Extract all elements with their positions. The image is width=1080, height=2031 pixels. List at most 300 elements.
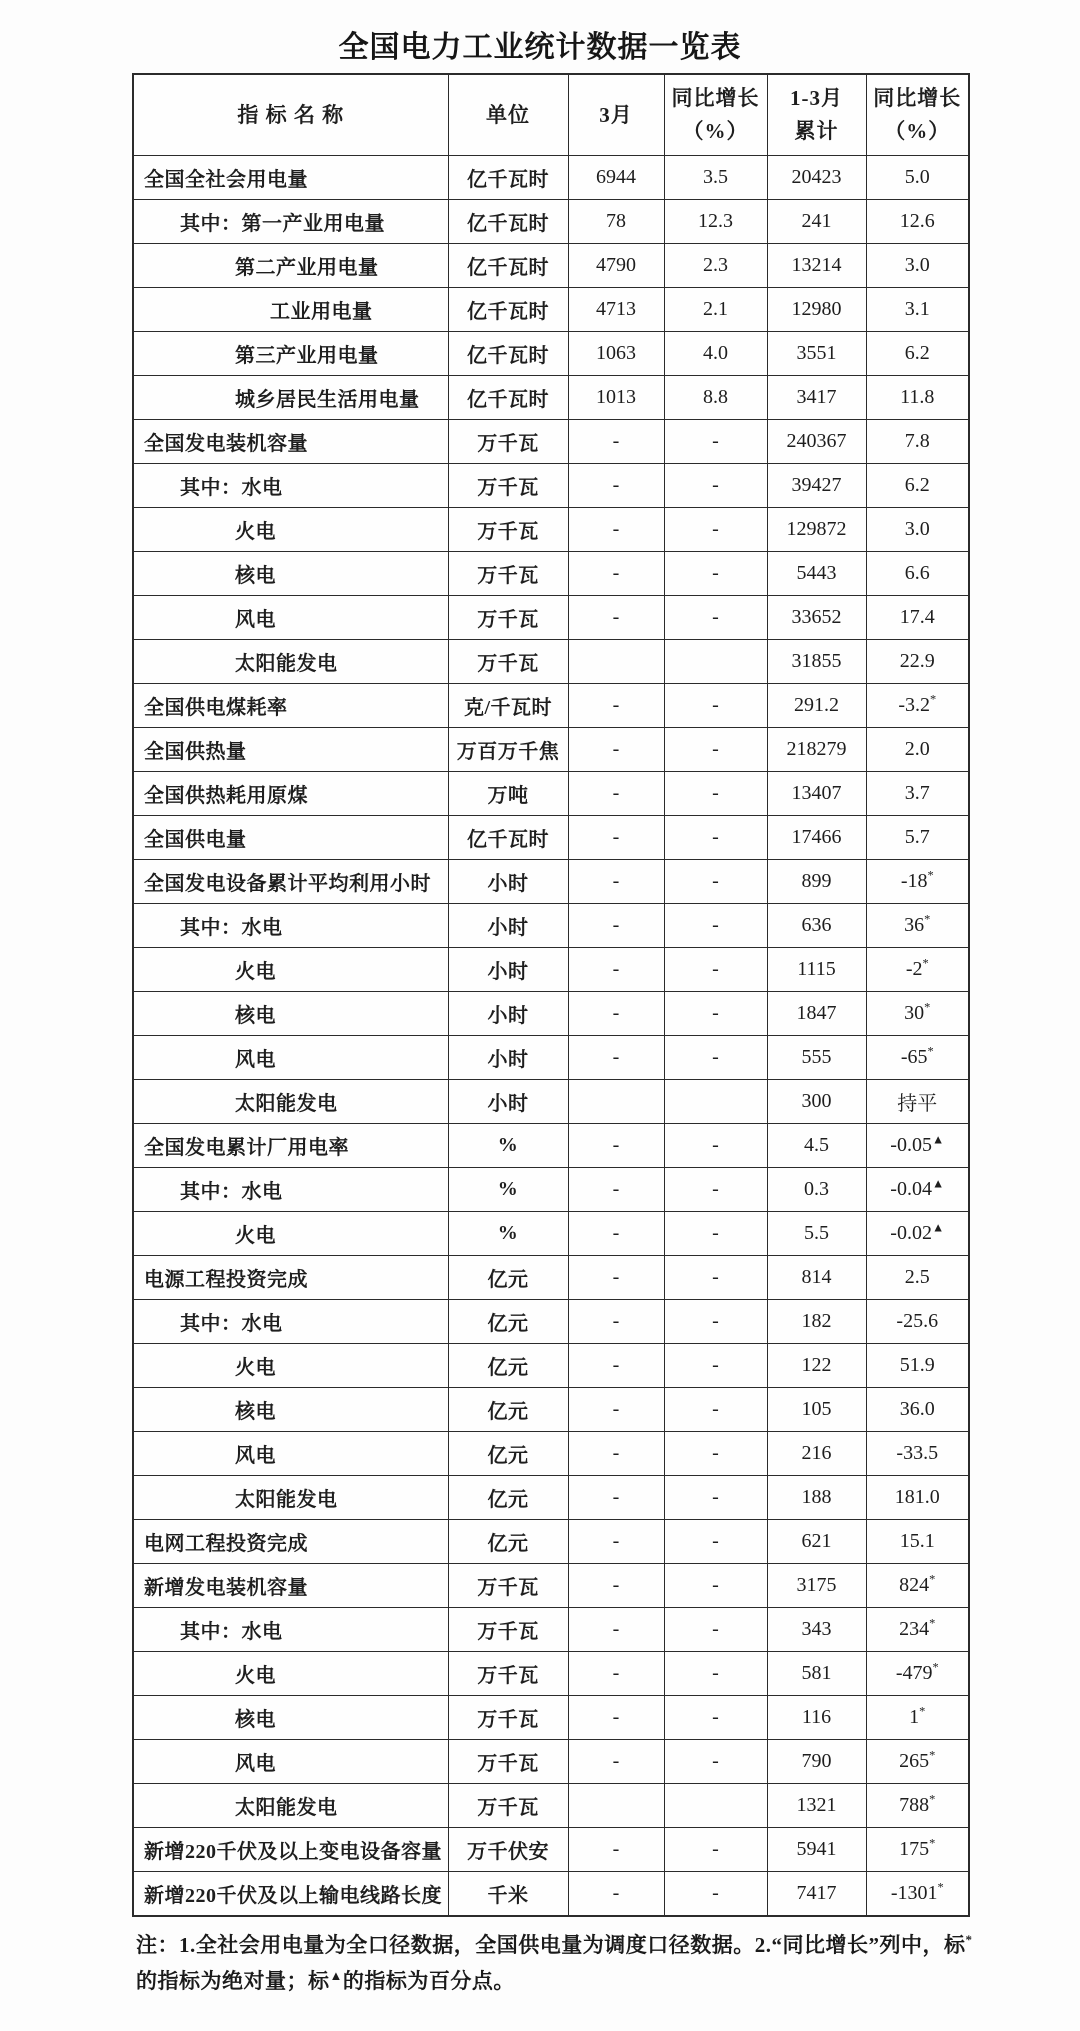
yoy-cumulative-cell — [866, 1036, 969, 1080]
yoy-march-cell: - — [664, 1828, 767, 1872]
footnote-marker: ▲ — [931, 1176, 945, 1191]
footnote-text: 注：1.全社会用电量为全口径数据，全国供电量为调度口径数据。2.“同比增长”列中，标 — [136, 1933, 966, 1957]
yoy-cumulative-value: 6.2 — [904, 474, 930, 496]
unit-cell: 亿千瓦时 — [448, 244, 568, 288]
yoy-cumulative-value: 30 — [904, 1002, 925, 1024]
yoy-cumulative-cell — [866, 200, 969, 244]
yoy-cumulative-cell — [866, 508, 969, 552]
indicator-cell: 其中：水电 — [133, 1608, 448, 1652]
unit-cell: 万千瓦 — [448, 1740, 568, 1784]
unit-cell: 万千瓦 — [448, 464, 568, 508]
march-value-cell: - — [568, 904, 664, 948]
yoy-cumulative-value: -479 — [895, 1662, 933, 1684]
footnote-marker: * — [919, 1704, 926, 1719]
march-value-cell: - — [568, 1828, 664, 1872]
table-row — [133, 1608, 969, 1652]
cumulative-value-cell: 7417 — [767, 1872, 866, 1917]
col-header-yoy-march-line2: （%） — [682, 119, 749, 143]
footnote-marker: * — [927, 1044, 934, 1059]
footnote-marker: * — [922, 956, 929, 971]
yoy-march-cell: - — [664, 1520, 767, 1564]
yoy-cumulative-value: 824 — [899, 1574, 930, 1596]
triangle-marker: ▲ — [329, 1967, 343, 1983]
yoy-march-cell: - — [664, 1168, 767, 1212]
yoy-cumulative-value: -18 — [900, 870, 928, 892]
cumulative-value-cell: 5443 — [767, 552, 866, 596]
table-row — [133, 772, 969, 816]
unit-cell: 万百万千焦 — [448, 728, 568, 772]
cumulative-value-cell: 343 — [767, 1608, 866, 1652]
march-value-cell: 6944 — [568, 156, 664, 200]
footnote-marker: ▲ — [931, 1132, 945, 1147]
table-row — [133, 948, 969, 992]
yoy-cumulative-value: 6.2 — [904, 342, 930, 364]
indicator-cell: 风电 — [133, 1036, 448, 1080]
indicator-cell: 火电 — [133, 1212, 448, 1256]
unit-cell: 亿元 — [448, 1432, 568, 1476]
table-row — [133, 1740, 969, 1784]
yoy-march-cell: - — [664, 1432, 767, 1476]
indicator-cell: 火电 — [133, 1652, 448, 1696]
statistics-table-container — [132, 73, 968, 1917]
col-header-yoy-cumulative — [866, 74, 969, 156]
yoy-cumulative-value: 2.5 — [904, 1266, 930, 1288]
yoy-cumulative-cell — [866, 772, 969, 816]
yoy-cumulative-value: 22.9 — [899, 650, 935, 672]
table-row — [133, 1872, 969, 1917]
unit-cell: 小时 — [448, 992, 568, 1036]
col-header-yoy-cumulative-line2: （%） — [884, 119, 951, 143]
cumulative-value-cell: 1115 — [767, 948, 866, 992]
indicator-cell: 第三产业用电量 — [133, 332, 448, 376]
table-row — [133, 1784, 969, 1828]
unit-cell: 亿元 — [448, 1300, 568, 1344]
yoy-march-cell — [664, 640, 767, 684]
indicator-cell: 全国供热耗用原煤 — [133, 772, 448, 816]
table-row — [133, 552, 969, 596]
march-value-cell — [568, 1784, 664, 1828]
yoy-cumulative-cell — [866, 860, 969, 904]
col-header-yoy-march-line1: 同比增长 — [671, 86, 760, 111]
indicator-cell: 工业用电量 — [133, 288, 448, 332]
yoy-cumulative-cell — [866, 1168, 969, 1212]
cumulative-value-cell: 13407 — [767, 772, 866, 816]
footnote-marker: * — [932, 1660, 939, 1675]
table-row — [133, 1432, 969, 1476]
table-row — [133, 1300, 969, 1344]
yoy-cumulative-cell — [866, 1564, 969, 1608]
yoy-cumulative-cell — [866, 244, 969, 288]
table-row — [133, 640, 969, 684]
yoy-march-cell: - — [664, 1696, 767, 1740]
yoy-cumulative-value: 2.0 — [904, 738, 930, 760]
cumulative-value-cell: 122 — [767, 1344, 866, 1388]
indicator-cell: 全国供热量 — [133, 728, 448, 772]
yoy-march-cell: 3.5 — [664, 156, 767, 200]
indicator-cell: 城乡居民生活用电量 — [133, 376, 448, 420]
march-value-cell: - — [568, 1256, 664, 1300]
unit-cell: 亿千瓦时 — [448, 288, 568, 332]
cumulative-value-cell: 241 — [767, 200, 866, 244]
cumulative-value-cell: 5941 — [767, 1828, 866, 1872]
footnote-text: 的指标为百分点。 — [342, 1968, 515, 1993]
yoy-cumulative-cell — [866, 1872, 969, 1917]
march-value-cell: 4790 — [568, 244, 664, 288]
unit-cell: 千米 — [448, 1872, 568, 1917]
yoy-cumulative-value: 7.8 — [904, 430, 930, 452]
indicator-cell: 其中：水电 — [133, 464, 448, 508]
cumulative-value-cell: 39427 — [767, 464, 866, 508]
yoy-cumulative-value: -2 — [905, 958, 923, 980]
indicator-cell: 全国供电量 — [133, 816, 448, 860]
yoy-march-cell: - — [664, 816, 767, 860]
yoy-cumulative-value: 3.0 — [904, 518, 930, 540]
cumulative-value-cell: 814 — [767, 1256, 866, 1300]
indicator-cell: 核电 — [133, 1388, 448, 1432]
table-row — [133, 904, 969, 948]
unit-cell: 万千瓦 — [448, 1608, 568, 1652]
march-value-cell: 4713 — [568, 288, 664, 332]
cumulative-value-cell: 621 — [767, 1520, 866, 1564]
table-row — [133, 508, 969, 552]
cumulative-value-cell: 13214 — [767, 244, 866, 288]
yoy-march-cell: - — [664, 1564, 767, 1608]
table-row — [133, 200, 969, 244]
yoy-cumulative-cell — [866, 1124, 969, 1168]
yoy-cumulative-value: -65 — [900, 1046, 928, 1068]
yoy-cumulative-value: 5.0 — [904, 166, 930, 188]
cumulative-value-cell: 33652 — [767, 596, 866, 640]
footnote-text: 的指标为绝对量；标 — [136, 1968, 330, 1993]
yoy-march-cell — [664, 1784, 767, 1828]
yoy-cumulative-cell — [866, 728, 969, 772]
asterisk-marker: * — [965, 1932, 973, 1947]
cumulative-value-cell: 31855 — [767, 640, 866, 684]
march-value-cell: 1063 — [568, 332, 664, 376]
yoy-march-cell: - — [664, 1036, 767, 1080]
yoy-cumulative-value: 1 — [909, 1706, 920, 1728]
unit-cell: 万千瓦 — [448, 640, 568, 684]
cumulative-value-cell: 240367 — [767, 420, 866, 464]
indicator-cell: 其中：第一产业用电量 — [133, 200, 448, 244]
table-row — [133, 1828, 969, 1872]
table-row — [133, 596, 969, 640]
footnote-marker: * — [929, 1792, 936, 1807]
indicator-cell: 火电 — [133, 1344, 448, 1388]
indicator-cell: 风电 — [133, 596, 448, 640]
march-value-cell: - — [568, 1872, 664, 1917]
yoy-cumulative-cell — [866, 552, 969, 596]
unit-cell: 小时 — [448, 1080, 568, 1124]
yoy-cumulative-cell — [866, 1608, 969, 1652]
yoy-cumulative-value: 36.0 — [899, 1398, 935, 1420]
yoy-march-cell: 12.3 — [664, 200, 767, 244]
yoy-cumulative-value: 3.0 — [904, 254, 930, 276]
cumulative-value-cell: 581 — [767, 1652, 866, 1696]
yoy-cumulative-cell — [866, 684, 969, 728]
yoy-cumulative-cell — [866, 1212, 969, 1256]
yoy-cumulative-value: 175 — [899, 1838, 930, 1860]
march-value-cell: - — [568, 948, 664, 992]
table-body — [133, 156, 969, 1917]
yoy-cumulative-cell — [866, 992, 969, 1036]
unit-cell: % — [448, 1168, 568, 1212]
yoy-cumulative-value: 5.7 — [904, 826, 930, 848]
cumulative-value-cell: 218279 — [767, 728, 866, 772]
yoy-cumulative-value: 6.6 — [904, 562, 930, 584]
march-value-cell: - — [568, 1476, 664, 1520]
table-row — [133, 1256, 969, 1300]
yoy-march-cell: - — [664, 1124, 767, 1168]
indicator-cell: 第二产业用电量 — [133, 244, 448, 288]
yoy-cumulative-cell — [866, 596, 969, 640]
yoy-cumulative-cell — [866, 332, 969, 376]
cumulative-value-cell: 3175 — [767, 1564, 866, 1608]
indicator-cell: 太阳能发电 — [133, 1476, 448, 1520]
cumulative-value-cell: 3417 — [767, 376, 866, 420]
yoy-cumulative-cell — [866, 1740, 969, 1784]
cumulative-value-cell: 12980 — [767, 288, 866, 332]
indicator-cell: 新增220千伏及以上变电设备容量 — [133, 1828, 448, 1872]
cumulative-value-cell: 1321 — [767, 1784, 866, 1828]
cumulative-value-cell: 555 — [767, 1036, 866, 1080]
unit-cell: 亿千瓦时 — [448, 200, 568, 244]
march-value-cell: - — [568, 772, 664, 816]
indicator-cell: 风电 — [133, 1740, 448, 1784]
page-title: 全国电力工业统计数据一览表 — [338, 31, 742, 64]
yoy-march-cell: - — [664, 728, 767, 772]
indicator-cell: 核电 — [133, 552, 448, 596]
march-value-cell: - — [568, 684, 664, 728]
yoy-cumulative-value: 持平 — [897, 1093, 938, 1115]
yoy-cumulative-value: 17.4 — [899, 606, 935, 628]
yoy-march-cell: - — [664, 1740, 767, 1784]
yoy-cumulative-value: 12.6 — [899, 210, 935, 232]
col-header-unit: 单位 — [448, 74, 568, 156]
march-value-cell: - — [568, 1520, 664, 1564]
unit-cell: 万千瓦 — [448, 552, 568, 596]
cumulative-value-cell: 188 — [767, 1476, 866, 1520]
yoy-march-cell: - — [664, 596, 767, 640]
table-row — [133, 1080, 969, 1124]
col-header-yoy-march — [664, 74, 767, 156]
table-row — [133, 1388, 969, 1432]
cumulative-value-cell: 105 — [767, 1388, 866, 1432]
yoy-cumulative-cell — [866, 1432, 969, 1476]
yoy-march-cell: - — [664, 1872, 767, 1917]
cumulative-value-cell: 0.3 — [767, 1168, 866, 1212]
unit-cell: 亿千瓦时 — [448, 376, 568, 420]
yoy-cumulative-cell — [866, 1476, 969, 1520]
yoy-cumulative-cell — [866, 288, 969, 332]
unit-cell: 小时 — [448, 860, 568, 904]
march-value-cell: - — [568, 1036, 664, 1080]
unit-cell: 亿元 — [448, 1388, 568, 1432]
indicator-cell: 核电 — [133, 992, 448, 1036]
march-value-cell: - — [568, 1652, 664, 1696]
table-row — [133, 288, 969, 332]
indicator-cell: 全国发电装机容量 — [133, 420, 448, 464]
yoy-cumulative-cell — [866, 1652, 969, 1696]
unit-cell: 万千瓦 — [448, 1696, 568, 1740]
march-value-cell: - — [568, 508, 664, 552]
yoy-cumulative-value: 788 — [899, 1794, 930, 1816]
march-value-cell: - — [568, 464, 664, 508]
cumulative-value-cell: 291.2 — [767, 684, 866, 728]
march-value-cell: - — [568, 816, 664, 860]
indicator-cell: 核电 — [133, 1696, 448, 1740]
yoy-cumulative-value: -33.5 — [896, 1442, 939, 1464]
table-row — [133, 1476, 969, 1520]
indicator-cell: 太阳能发电 — [133, 640, 448, 684]
table-row — [133, 860, 969, 904]
col-header-indicator: 指 标 名 称 — [133, 74, 448, 156]
yoy-march-cell: - — [664, 1608, 767, 1652]
yoy-cumulative-cell — [866, 1784, 969, 1828]
indicator-cell: 火电 — [133, 948, 448, 992]
unit-cell: 万千瓦 — [448, 420, 568, 464]
yoy-cumulative-value: 234 — [899, 1618, 930, 1640]
footnote-marker: * — [929, 1572, 936, 1587]
yoy-march-cell: - — [664, 552, 767, 596]
cumulative-value-cell: 20423 — [767, 156, 866, 200]
yoy-cumulative-cell — [866, 1388, 969, 1432]
footnote-marker: * — [927, 868, 934, 883]
footnote-marker: ▲ — [931, 1220, 945, 1235]
unit-cell: 万千瓦 — [448, 508, 568, 552]
cumulative-value-cell: 17466 — [767, 816, 866, 860]
unit-cell: 小时 — [448, 1036, 568, 1080]
table-row — [133, 1520, 969, 1564]
yoy-cumulative-value: 15.1 — [899, 1530, 935, 1552]
yoy-cumulative-cell — [866, 1344, 969, 1388]
col-header-march: 3月 — [568, 74, 664, 156]
indicator-cell: 火电 — [133, 508, 448, 552]
yoy-cumulative-cell — [866, 1520, 969, 1564]
table-row — [133, 464, 969, 508]
yoy-cumulative-value: -0.05 — [890, 1134, 932, 1156]
march-value-cell: 1013 — [568, 376, 664, 420]
yoy-cumulative-value: 181.0 — [894, 1486, 940, 1508]
yoy-march-cell: - — [664, 1476, 767, 1520]
unit-cell: 亿千瓦时 — [448, 332, 568, 376]
yoy-march-cell: - — [664, 992, 767, 1036]
yoy-cumulative-cell — [866, 420, 969, 464]
col-header-cumulative — [767, 74, 866, 156]
yoy-march-cell: - — [664, 508, 767, 552]
table-row — [133, 728, 969, 772]
yoy-march-cell: - — [664, 772, 767, 816]
table-row — [133, 332, 969, 376]
table-row — [133, 376, 969, 420]
yoy-cumulative-value: 265 — [899, 1750, 930, 1772]
unit-cell: 万千伏安 — [448, 1828, 568, 1872]
march-value-cell: - — [568, 728, 664, 772]
unit-cell: 小时 — [448, 948, 568, 992]
yoy-march-cell: 8.8 — [664, 376, 767, 420]
yoy-cumulative-value: -25.6 — [896, 1310, 939, 1332]
unit-cell: 亿元 — [448, 1256, 568, 1300]
yoy-march-cell: 2.1 — [664, 288, 767, 332]
yoy-march-cell: - — [664, 1300, 767, 1344]
march-value-cell: - — [568, 1344, 664, 1388]
footnote-marker: * — [924, 1000, 931, 1015]
unit-cell: 万千瓦 — [448, 1652, 568, 1696]
yoy-cumulative-value: -0.02 — [890, 1222, 932, 1244]
yoy-march-cell: - — [664, 1652, 767, 1696]
cumulative-value-cell: 1847 — [767, 992, 866, 1036]
march-value-cell: - — [568, 1740, 664, 1784]
indicator-cell: 全国全社会用电量 — [133, 156, 448, 200]
yoy-march-cell: - — [664, 1388, 767, 1432]
yoy-march-cell: 4.0 — [664, 332, 767, 376]
indicator-cell: 新增发电装机容量 — [133, 1564, 448, 1608]
march-value-cell: - — [568, 1564, 664, 1608]
yoy-cumulative-value: -3.2 — [898, 694, 930, 716]
footnote-marker: * — [929, 1616, 936, 1631]
table-header — [133, 74, 969, 156]
table-row — [133, 1564, 969, 1608]
indicator-cell: 全国发电累计厂用电率 — [133, 1124, 448, 1168]
footnote-marker: * — [924, 912, 931, 927]
cumulative-value-cell: 3551 — [767, 332, 866, 376]
table-row — [133, 1344, 969, 1388]
unit-cell: 万千瓦 — [448, 1784, 568, 1828]
col-header-cumulative-line1: 1-3月 — [790, 86, 843, 111]
footnote — [136, 1928, 978, 1999]
yoy-march-cell: - — [664, 464, 767, 508]
unit-cell: % — [448, 1212, 568, 1256]
yoy-cumulative-value: -0.04 — [890, 1178, 932, 1200]
table-row — [133, 1652, 969, 1696]
march-value-cell: - — [568, 1212, 664, 1256]
march-value-cell: - — [568, 1432, 664, 1476]
cumulative-value-cell: 790 — [767, 1740, 866, 1784]
march-value-cell — [568, 1080, 664, 1124]
yoy-cumulative-value: 3.1 — [904, 298, 930, 320]
yoy-cumulative-cell — [866, 640, 969, 684]
table-row — [133, 420, 969, 464]
yoy-cumulative-cell — [866, 948, 969, 992]
table-row — [133, 1168, 969, 1212]
table-row — [133, 816, 969, 860]
unit-cell: 克/千瓦时 — [448, 684, 568, 728]
march-value-cell: - — [568, 1168, 664, 1212]
yoy-cumulative-cell — [866, 1080, 969, 1124]
yoy-cumulative-value: 51.9 — [899, 1354, 935, 1376]
cumulative-value-cell: 899 — [767, 860, 866, 904]
unit-cell: 小时 — [448, 904, 568, 948]
yoy-cumulative-cell — [866, 1256, 969, 1300]
march-value-cell: - — [568, 1300, 664, 1344]
march-value-cell: - — [568, 1696, 664, 1740]
yoy-cumulative-value: -1301 — [890, 1882, 938, 1904]
march-value-cell: - — [568, 860, 664, 904]
unit-cell: % — [448, 1124, 568, 1168]
footnote-marker: * — [929, 692, 937, 707]
footnote-marker: * — [929, 1836, 936, 1851]
unit-cell: 亿元 — [448, 1344, 568, 1388]
statistics-table — [132, 73, 970, 1917]
unit-cell: 亿千瓦时 — [448, 816, 568, 860]
yoy-cumulative-cell — [866, 376, 969, 420]
table-row — [133, 244, 969, 288]
march-value-cell: 78 — [568, 200, 664, 244]
march-value-cell: - — [568, 1388, 664, 1432]
yoy-march-cell: - — [664, 904, 767, 948]
table-row — [133, 1212, 969, 1256]
yoy-cumulative-value: 36 — [904, 914, 925, 936]
